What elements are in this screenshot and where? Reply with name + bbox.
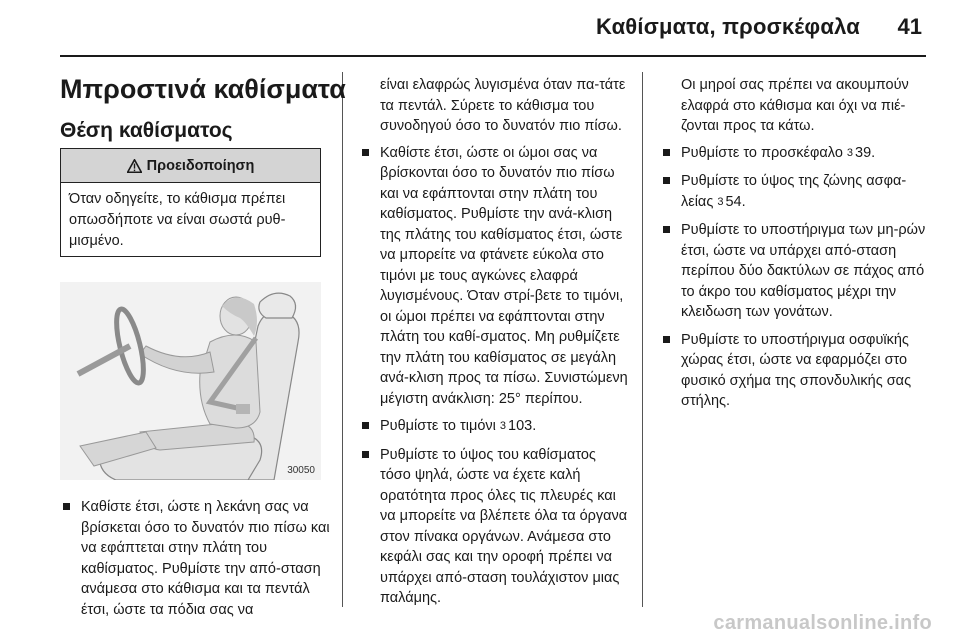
warning-box — [60, 148, 321, 257]
page-reference-number: 54. — [725, 193, 746, 210]
list-item — [662, 220, 930, 323]
running-header-title: Καθίσματα, προσκέφαλα — [596, 14, 860, 39]
column-divider-1 — [342, 72, 343, 607]
section-title: Μπροστινά καθίσματα — [60, 74, 346, 104]
page-number: 41 — [897, 14, 922, 39]
subsection-title: Θέση καθίσματος — [60, 119, 233, 142]
continuation-paragraph: Οι μηροί σας πρέπει να ακουμπούν ελαφρά στο κάθισμα και όχι να πιέ-ζονται προς τα κάτω. — [681, 77, 909, 134]
warning-triangle-icon — [127, 159, 142, 173]
list-item-text: Ρυθμίστε το ύψος του καθίσματος τόσο ψηλά, ώστε να έχετε καλή ορατότητα προς όλες τις πλευρές και να μπορείτε να βλέπετε όλα τα όργανα στον πίνακα οργάνων. Ανάμεσα στο κεφάλι σας και την οροφή πρέπει να υπάρχει από-σταση τουλάχιστον μιας παλάμης. — [380, 446, 628, 606]
list-item — [662, 330, 930, 412]
warning-text: Όταν οδηγείτε, το κάθισμα πρέπει οπωσδήποτε να είναι σωστά ρυθ-μισμένο. — [69, 191, 286, 249]
page-reference-link[interactable] — [847, 145, 875, 161]
illustration-code: 30050 — [287, 465, 315, 476]
cross-reference-icon: 3 — [717, 195, 724, 208]
column-divider-2 — [642, 72, 643, 607]
watermark: carmanualsonline.info — [713, 612, 932, 634]
list-item-text: Ρυθμίστε το προσκέφαλο — [681, 144, 843, 161]
column-2-text — [361, 75, 629, 616]
list-item-text: Ρυθμίστε το ύψος της ζώνης ασφα-λείας — [681, 173, 907, 210]
list-item-text: Καθίστε έτσι, ώστε οι ώμοι σας να βρίσκονται όσο το δυνατόν πιο πίσω και να εφάπτονται στην πλάτη του καθίσματος. Ρυθμίστε την ανά-κλιση της πλάτης του καθίσματος έτσι, ώστε να μπορείτε να φτάνετε εύκολα στο τιμόνι με τους αγκώνες ελαφρά λυγισμένους. Όταν στρί-βετε το τιμόνι, οι ώμοι πρέπει να εφάπτονται στην πλάτη του καθί-σματος. Μη ρυθμίζετε την πλάτη του καθίσματος σε μεγάλη ανά-κλιση προς τα πίσω. Συνιστώμενη μέγιστη ανάκλιση: 25° περίπου. — [380, 144, 628, 407]
column-3-text — [662, 75, 930, 419]
page-reference-number: 103. — [508, 418, 537, 434]
page-reference-link[interactable] — [717, 194, 745, 210]
list-item-text: Καθίστε έτσι, ώστε η λεκάνη σας να βρίσκεται όσο το δυνατόν πιο πίσω και να εφάπτεται στην πλάτη του καθίσματος. Ρυθμίστε την από-σταση ανάμεσα στο κάθισμα και τα πεντάλ έτσι, ώστε τα πόδια σας να — [81, 499, 330, 618]
list-item-text: Ρυθμίστε το υποστήριγμα οσφυϊκής χώρας έτσι, ώστε να εφαρμόζει στο φυσικό σχήμα της σπονδυλικής σας στήλης. — [681, 331, 912, 409]
warning-header — [61, 149, 320, 183]
list-item — [662, 143, 930, 165]
list-item — [662, 171, 930, 213]
list-item — [62, 497, 330, 620]
list-item — [361, 445, 629, 609]
continuation-paragraph: είναι ελαφρώς λυγισμένα όταν πα-τάτε τα πεντάλ. Σύρετε το κάθισμα του συνοδηγού όσο το δυνατόν πιο πίσω. — [380, 77, 626, 134]
list-item-text: Ρυθμίστε το υποστήριγμα των μη-ρών έτσι, ώστε να υπάρχει από-σταση περίπου δύο δακτύλων σε πάχος από το άκρο του καθίσματος μέχρι την κλειδωση των γονάτων. — [681, 222, 926, 320]
list-item — [361, 143, 629, 410]
seating-position-illustration — [60, 282, 321, 480]
list-item-text: Ρυθμίστε το τιμόνι — [380, 418, 496, 434]
driver-seat-drawing — [60, 282, 321, 480]
cross-reference-icon: 3 — [499, 420, 507, 432]
column-1-text — [62, 497, 330, 627]
header-rule — [60, 55, 926, 57]
list-item — [361, 416, 629, 438]
cross-reference-icon: 3 — [846, 146, 854, 159]
warning-title: Προειδοποίηση — [146, 157, 255, 174]
page-reference-link[interactable] — [500, 418, 536, 434]
page-reference-number: 39. — [855, 144, 876, 161]
